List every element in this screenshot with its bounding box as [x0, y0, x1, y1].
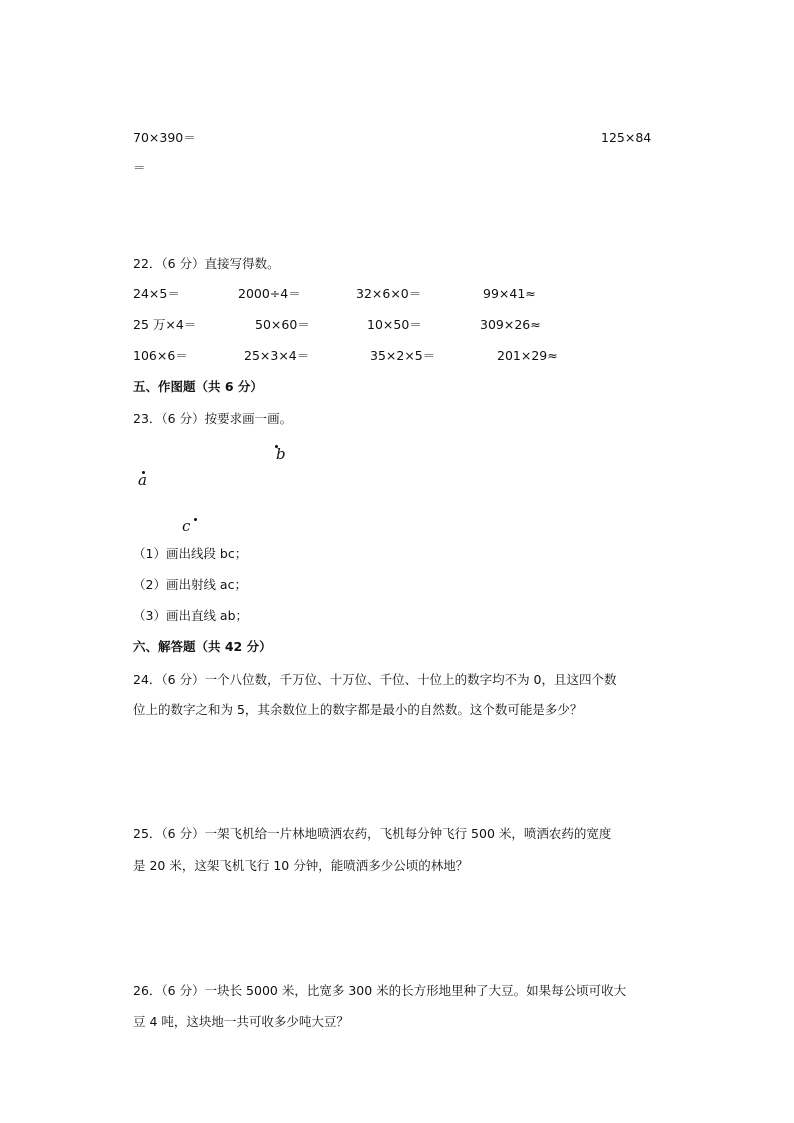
section-5-title: 五、作图题（共 6 分） — [133, 379, 263, 394]
q22-item: 99×41≈ — [483, 286, 536, 301]
q22-item: 106×6＝ — [133, 348, 188, 363]
q25-line-2: 是 20 米，这架飞机飞行 10 分钟，能喷洒多少公顷的林地？ — [133, 858, 469, 873]
q23-title: 23．（6 分）按要求画一画。 — [133, 411, 293, 426]
q24-line-2: 位上的数字之和为 5，其余数位上的数字都是最小的自然数。这个数可能是多少？ — [133, 702, 583, 717]
section-6-title: 六、解答题（共 42 分） — [133, 639, 272, 654]
q22-title: 22．（6 分）直接写得数。 — [133, 256, 280, 271]
q22-item: 25 万×4＝ — [133, 317, 197, 332]
point-a-label: a — [138, 471, 147, 489]
q22-item: 201×29≈ — [497, 348, 558, 363]
q22-item: 50×60＝ — [255, 317, 310, 332]
q23-task-3: （3）画出直线 ab； — [133, 608, 249, 623]
q22-item: 2000÷4＝ — [238, 286, 301, 301]
q22-item: 35×2×5＝ — [370, 348, 436, 363]
q22-item: 10×50＝ — [367, 317, 422, 332]
q23-task-1: （1）画出线段 bc； — [133, 546, 248, 561]
calc-equals-wrap: ＝ — [133, 160, 146, 175]
calc-125x84: 125×84 — [601, 130, 652, 145]
q23-task-2: （2）画出射线 ac； — [133, 577, 247, 592]
point-c-dot — [194, 518, 197, 521]
q22-item: 309×26≈ — [480, 317, 541, 332]
point-c-label: c — [182, 517, 191, 535]
q25-line-1: 25．（6 分）一架飞机给一片林地喷洒农药，飞机每分钟飞行 500 米，喷洒农药的宽度 — [133, 826, 612, 841]
point-b-label: b — [276, 445, 286, 463]
q24-line-1: 24．（6 分）一个八位数，千万位、十万位、千位、十位上的数字均不为 0，且这四个数 — [133, 672, 617, 687]
calc-70x390: 70×390＝ — [133, 130, 196, 145]
q22-item: 24×5＝ — [133, 286, 180, 301]
q26-line-1: 26．（6 分）一块长 5000 米，比宽多 300 米的长方形地里种了大豆。如果每公顷可收大 — [133, 983, 627, 998]
q22-item: 32×6×0＝ — [356, 286, 422, 301]
q22-item: 25×3×4＝ — [244, 348, 310, 363]
q26-line-2: 豆 4 吨，这块地一共可收多少吨大豆？ — [133, 1014, 349, 1029]
